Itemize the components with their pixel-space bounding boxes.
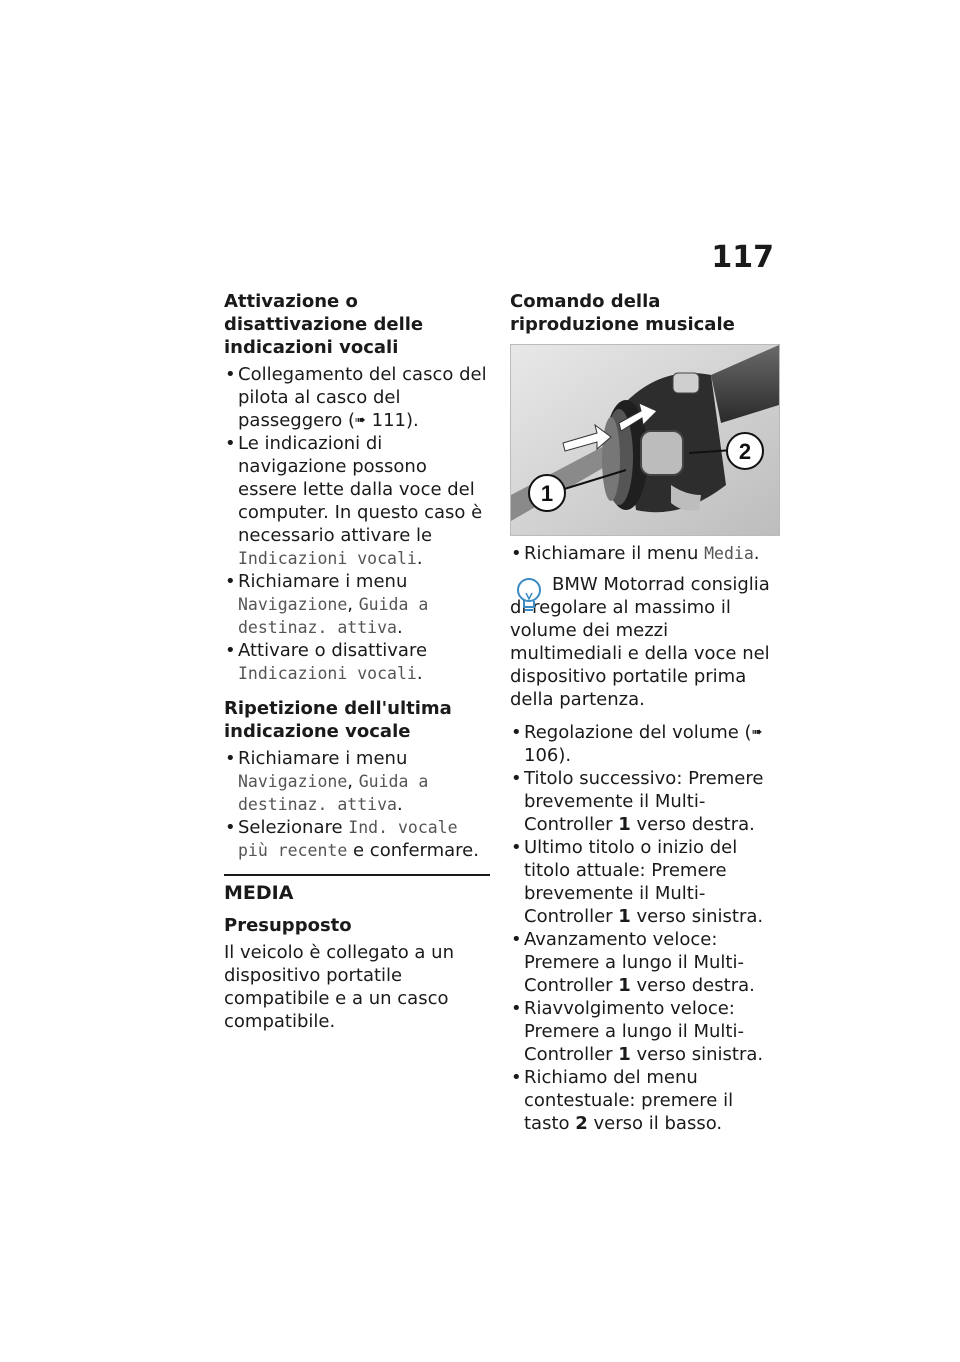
media-controls-list bbox=[510, 721, 782, 1135]
handlebar-controls-figure bbox=[510, 344, 780, 536]
section-divider bbox=[224, 874, 490, 876]
repeat-heading: Ripetizione dell'ultima indicazione vocale bbox=[224, 698, 452, 742]
list-item: • Avanzamento veloce: Premere a lungo il Multi-Controller 1 verso destra. bbox=[510, 928, 782, 997]
tip-text: BMW Motorrad consiglia di regolare al massimo il volume dei mezzi multimediali e della voce nel dispositivo portatile prima della partenza. bbox=[510, 574, 770, 710]
list-item: • Attivare o disattivare Indicazioni vocali. bbox=[224, 639, 490, 685]
tip-box bbox=[510, 573, 782, 711]
right-column bbox=[510, 290, 782, 1147]
list-item: • Richiamare i menu Navigazione, Guida a destinaz. attiva. bbox=[224, 570, 490, 639]
figure-label-1: 1 bbox=[540, 481, 554, 506]
list-item: • Le indicazioni di navigazione possono essere lette dalla voce del computer. In questo caso è necessario attivare le Indicazioni vocali. bbox=[224, 432, 490, 570]
handlebar-illustration bbox=[511, 345, 779, 535]
voice-heading: Attivazione o disattivazione delle indicazioni vocali bbox=[224, 291, 424, 358]
prerequisite-heading: Presupposto bbox=[224, 915, 352, 936]
list-item: • Selezionare Ind. vocale più recente e confermare. bbox=[224, 816, 490, 862]
list-item: • Titolo successivo: Premere brevemente il Multi-Controller 1 verso destra. bbox=[510, 767, 782, 836]
voice-list bbox=[224, 363, 490, 685]
list-item: • Richiamare i menu Navigazione, Guida a destinaz. attiva. bbox=[224, 747, 490, 816]
music-heading: Comando della riproduzione musicale bbox=[510, 291, 735, 335]
list-item: • Richiamare il menu Media. bbox=[510, 542, 782, 565]
repeat-list bbox=[224, 747, 490, 862]
prerequisite-text: Il veicolo è collegato a un dispositivo portatile compatibile e a un casco compatibile. bbox=[224, 942, 455, 1032]
list-item: • Ultimo titolo o inizio del titolo attuale: Premere brevemente il Multi-Controller 1 verso sinistra. bbox=[510, 836, 782, 928]
list-item: • Richiamo del menu contestuale: premere il tasto 2 verso il basso. bbox=[510, 1066, 782, 1135]
lightbulb-tip-icon bbox=[510, 575, 550, 615]
arrow-reference-icon: ➠ bbox=[354, 413, 366, 428]
page-number: 117 bbox=[711, 240, 774, 275]
list-item: • Riavvolgimento veloce: Premere a lungo il Multi-Controller 1 verso sinistra. bbox=[510, 997, 782, 1066]
list-item: • Regolazione del volume (➠ 106). bbox=[510, 721, 782, 767]
section-title: MEDIA bbox=[224, 882, 294, 904]
list-item: • Collegamento del casco del pilota al casco del passeggero (➠ 111). bbox=[224, 363, 490, 432]
left-column bbox=[224, 290, 490, 1033]
figure-label-2: 2 bbox=[738, 439, 752, 464]
media-menu-list bbox=[510, 542, 782, 565]
arrow-reference-icon: ➠ bbox=[751, 725, 763, 740]
